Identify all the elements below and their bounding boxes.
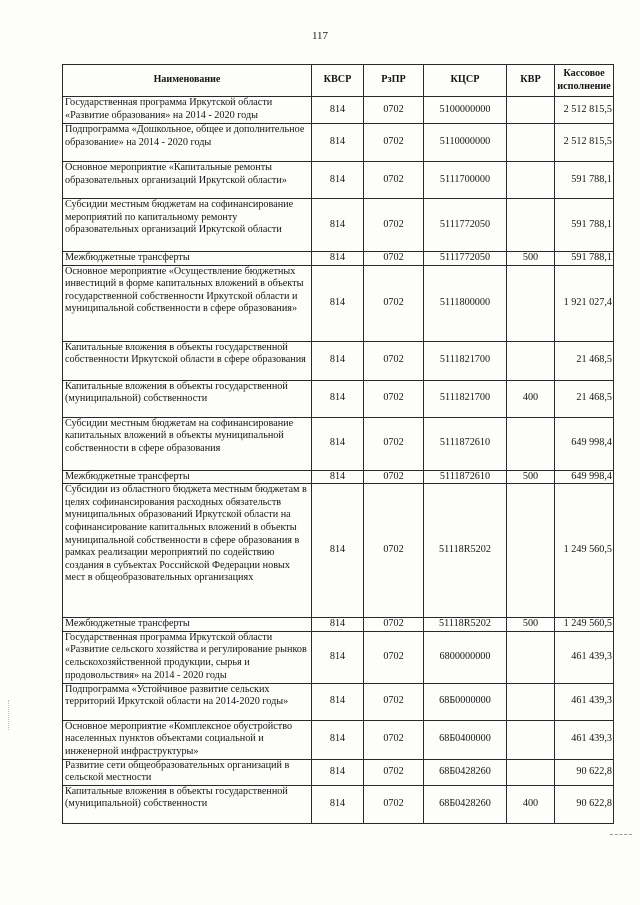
table-header-row [63,65,614,97]
cell-kvr [507,162,555,199]
cell-kvsr: 814 [312,683,364,720]
cell-name: Подпрограмма «Дошкольное, общее и дополнительное образование» на 2014 - 2020 годы [63,124,312,162]
header-rzpr: РзПР [364,65,424,97]
cell-kvsr: 814 [312,417,364,470]
cell-amount: 591 788,1 [555,252,614,266]
cell-name: Капитальные вложения в объекты государственной (муниципальной) собственности [63,380,312,417]
cell-kvsr: 814 [312,618,364,632]
table-row [63,124,614,162]
cell-amount: 461 439,3 [555,683,614,720]
table-row [63,97,614,124]
budget-execution-table [62,64,614,824]
cell-name: Развитие сети общеобразовательных организаций в сельской местности [63,759,312,785]
cell-kcsr: 5111772050 [424,252,507,266]
cell-kvr: 500 [507,252,555,266]
cell-kcsr: 5111821700 [424,380,507,417]
cell-kcsr: 5111872610 [424,470,507,484]
cell-kvr [507,683,555,720]
table-row [63,417,614,470]
cell-kvr [507,265,555,341]
header-amount-line1: Кассовое [563,67,605,79]
cell-amount: 2 512 815,5 [555,124,614,162]
cell-name: Субсидии местным бюджетам на софинансирование капитальных вложений в объекты муниципальной собственности в сфере образования [63,417,312,470]
cell-kcsr: 5100000000 [424,97,507,124]
cell-amount: 1 249 560,5 [555,618,614,632]
cell-rzpr: 0702 [364,417,424,470]
cell-rzpr: 0702 [364,199,424,252]
cell-rzpr: 0702 [364,97,424,124]
cell-name: Основное мероприятие «Комплексное обустройство населенных пунктов объектами социальной и инженерной инфраструктуры» [63,720,312,759]
cell-name: Субсидии местным бюджетам на софинансирование мероприятий по капитальному ремонту образовательных организаций Иркутской области [63,199,312,252]
cell-kcsr: 5111821700 [424,341,507,380]
header-amount [555,65,614,97]
cell-name: Капитальные вложения в объекты государственной собственности Иркутской области в сфере образования [63,341,312,380]
cell-rzpr: 0702 [364,380,424,417]
table-row [63,341,614,380]
cell-kvr: 500 [507,470,555,484]
cell-name: Подпрограмма «Устойчивое развитие сельских территорий Иркутской области на 2014-2020 годы» [63,683,312,720]
scan-edge-mark [610,834,632,835]
cell-kvsr: 814 [312,162,364,199]
table-row [63,785,614,823]
cell-kvr: 400 [507,785,555,823]
table-row [63,380,614,417]
cell-amount: 461 439,3 [555,631,614,683]
cell-kvr [507,631,555,683]
cell-kvr [507,124,555,162]
cell-kcsr: 68Б0428260 [424,759,507,785]
cell-rzpr: 0702 [364,484,424,618]
cell-kvr [507,720,555,759]
cell-kvsr: 814 [312,720,364,759]
cell-rzpr: 0702 [364,265,424,341]
cell-rzpr: 0702 [364,631,424,683]
table-row [63,484,614,618]
cell-amount: 591 788,1 [555,162,614,199]
cell-name: Межбюджетные трансферты [63,470,312,484]
header-kvr: КВР [507,65,555,97]
cell-amount: 21 468,5 [555,341,614,380]
cell-kvsr: 814 [312,199,364,252]
cell-rzpr: 0702 [364,162,424,199]
cell-kvsr: 814 [312,265,364,341]
scan-edge-mark-left [8,700,10,730]
cell-kvsr: 814 [312,484,364,618]
cell-kvr: 400 [507,380,555,417]
cell-kvr [507,484,555,618]
cell-kvsr: 814 [312,97,364,124]
cell-rzpr: 0702 [364,618,424,632]
cell-kvsr: 814 [312,124,364,162]
cell-name: Межбюджетные трансферты [63,252,312,266]
cell-name: Субсидии из областного бюджета местным бюджетам в целях софинансирования расходных обязательств муниципальных образований Иркутской области на софинансирование капитальных вложений в объекты муниципальной собственности в сфере образования в рамках реализации мероприятий по содействию создания в субъектах Российской Федерации новых мест в общеобразовательных организациях [63,484,312,618]
cell-kcsr: 6800000000 [424,631,507,683]
table-row [63,199,614,252]
page-number: 117 [311,30,329,42]
cell-amount: 2 512 815,5 [555,97,614,124]
cell-kcsr: 5110000000 [424,124,507,162]
cell-kvr [507,759,555,785]
cell-amount: 591 788,1 [555,199,614,252]
cell-kcsr: 5111872610 [424,417,507,470]
cell-amount: 649 998,4 [555,470,614,484]
cell-name: Государственная программа Иркутской области «Развитие сельского хозяйства и регулирование рынков сельскохозяйственной продукции, сырья и продовольствия» на 2014 - 2020 годы [63,631,312,683]
table-row [63,631,614,683]
cell-name: Государственная программа Иркутской области «Развитие образования» на 2014 - 2020 годы [63,97,312,124]
cell-kcsr: 5111772050 [424,199,507,252]
cell-rzpr: 0702 [364,470,424,484]
table-row [63,265,614,341]
cell-kvr [507,97,555,124]
table-row [63,470,614,484]
table-row [63,720,614,759]
cell-name: Межбюджетные трансферты [63,618,312,632]
cell-kvsr: 814 [312,785,364,823]
cell-kcsr: 68Б0400000 [424,720,507,759]
cell-name: Капитальные вложения в объекты государственной (муниципальной) собственности [63,785,312,823]
cell-kvsr: 814 [312,470,364,484]
cell-kcsr: 51118R5202 [424,484,507,618]
cell-amount: 461 439,3 [555,720,614,759]
cell-kvr: 500 [507,618,555,632]
cell-kvsr: 814 [312,631,364,683]
cell-kcsr: 5111800000 [424,265,507,341]
cell-amount: 649 998,4 [555,417,614,470]
cell-kvsr: 814 [312,341,364,380]
cell-kcsr: 68Б0428260 [424,785,507,823]
cell-rzpr: 0702 [364,785,424,823]
cell-amount: 90 622,8 [555,785,614,823]
cell-amount: 1 921 027,4 [555,265,614,341]
cell-rzpr: 0702 [364,124,424,162]
cell-name: Основное мероприятие «Капитальные ремонты образовательных организаций Иркутской области» [63,162,312,199]
cell-rzpr: 0702 [364,683,424,720]
cell-amount: 1 249 560,5 [555,484,614,618]
cell-amount: 90 622,8 [555,759,614,785]
header-name: Наименование [63,65,312,97]
table-body [63,97,614,824]
cell-amount: 21 468,5 [555,380,614,417]
header-kvsr: КВСР [312,65,364,97]
cell-rzpr: 0702 [364,759,424,785]
table-row [63,252,614,266]
table-row [63,683,614,720]
cell-kcsr: 68Б0000000 [424,683,507,720]
cell-kvr [507,417,555,470]
cell-kvr [507,199,555,252]
cell-kcsr: 51118R5202 [424,618,507,632]
header-amount-line2: исполнение [557,80,611,92]
cell-kvsr: 814 [312,252,364,266]
cell-kcsr: 5111700000 [424,162,507,199]
cell-kvsr: 814 [312,759,364,785]
cell-rzpr: 0702 [364,720,424,759]
cell-kvr [507,341,555,380]
table-row [63,759,614,785]
header-kcsr: КЦСР [424,65,507,97]
cell-name: Основное мероприятие «Осуществление бюджетных инвестиций в форме капитальных вложений в объекты государственной собственности Иркутской области и муниципальной собственности в сфере образования» [63,265,312,341]
cell-rzpr: 0702 [364,341,424,380]
cell-kvsr: 814 [312,380,364,417]
table-row [63,618,614,632]
table-row [63,162,614,199]
cell-rzpr: 0702 [364,252,424,266]
